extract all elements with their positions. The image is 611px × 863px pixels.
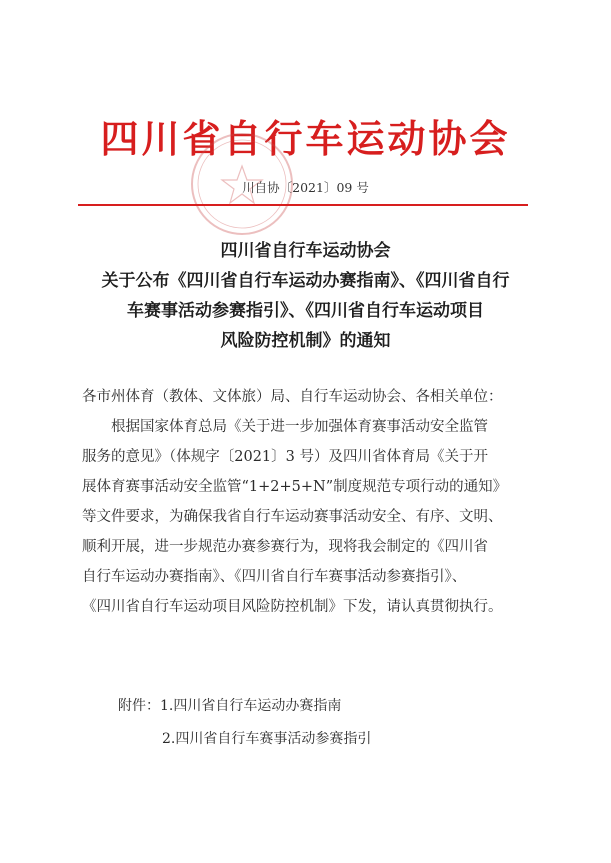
- notice-title-line: 车赛事活动参赛指引》、《四川省自行车运动项目: [127, 301, 484, 321]
- org-letterhead-title: 四川省自行车运动协会: [100, 117, 511, 161]
- document-number: 川自协〔2021〕09 号: [242, 180, 369, 195]
- attachment-item: [118, 690, 371, 723]
- attachment-item: [118, 723, 371, 756]
- notice-title-line: 关于公布《四川省自行车运动办赛指南》、《四川省自行: [101, 271, 510, 291]
- paragraph-line: 展体育赛事活动安全监管“1+2+5+N”制度规范专项行动的通知》: [82, 479, 508, 495]
- notice-title-line: 风险防控机制》的通知: [220, 331, 391, 351]
- attachment-title: 2.四川省自行车赛事活动参赛指引: [162, 731, 372, 747]
- paragraph-line: 顺利开展，进一步规范办赛参赛行为，现将我会制定的《四川省: [82, 539, 488, 555]
- attachments-label: 附件：: [118, 698, 160, 714]
- paragraph-line: 等文件要求，为确保我省自行车运动赛事活动安全、有序、文明、: [82, 509, 503, 525]
- attachment-title: 1.四川省自行车运动办赛指南: [160, 698, 342, 714]
- attachments-list: [118, 690, 371, 756]
- body-paragraph: [82, 412, 542, 622]
- paragraph-line: 《四川省自行车运动项目风险防控机制》下发，请认真贯彻执行。: [82, 599, 503, 615]
- salutation: 各市州体育（教体、文体旅）局、自行车运动协会、各相关单位：: [82, 389, 503, 405]
- paragraph-line: 服务的意见》（体规字〔2021〕3 号）及四川省体育局《关于开: [82, 449, 488, 465]
- notice-title-line: 四川省自行车运动协会: [220, 241, 391, 261]
- header-divider: [78, 204, 528, 206]
- paragraph-line: 自行车运动办赛指南》、《四川省自行车赛事活动参赛指引》、: [82, 569, 467, 585]
- notice-title: [0, 236, 611, 356]
- paragraph-line: 根据国家体育总局《关于进一步加强体育赛事活动安全监管: [82, 419, 488, 435]
